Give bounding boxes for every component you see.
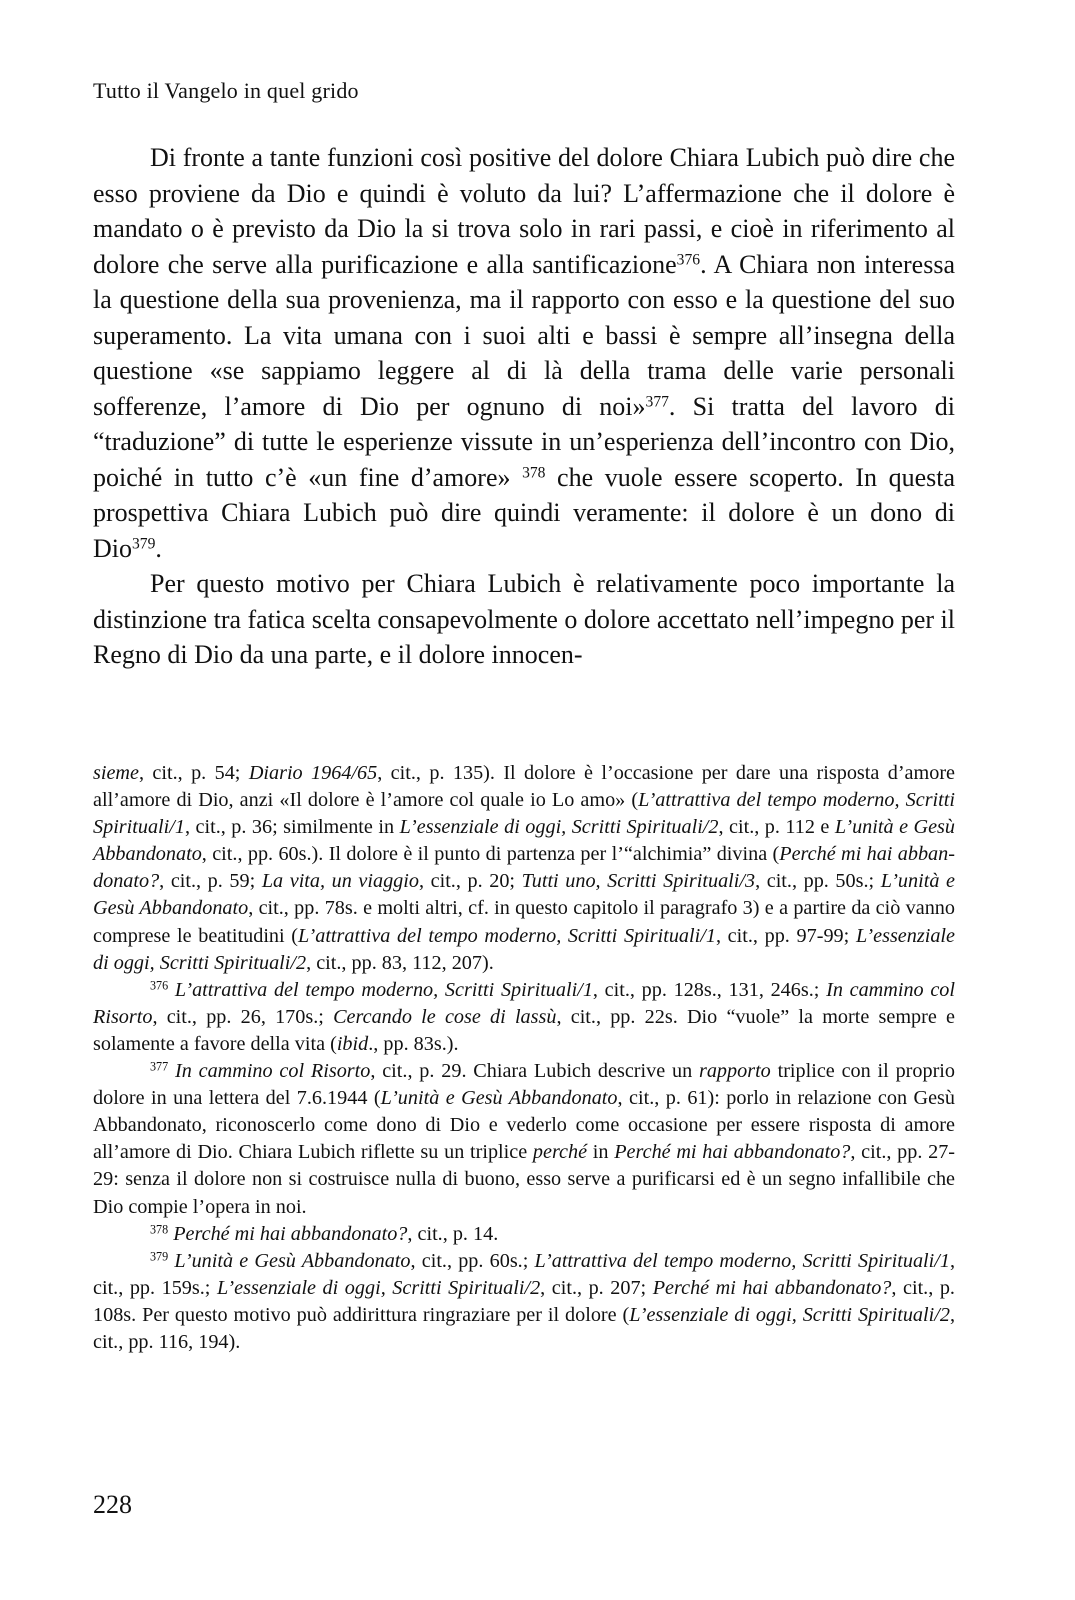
- note-reference: 377: [150, 1059, 169, 1074]
- italic-run: L’essenziale di oggi, Scritti Spirituali/2: [216, 1276, 541, 1299]
- footnote-379: [93, 1248, 955, 1356]
- italic-run: L’attrattiva del tempo moderno, Scritti Spirituali/1: [298, 924, 716, 947]
- text-run: [168, 979, 175, 1001]
- text-run: che vuole essere scoperto. In questa prospettiva Chiara Lubich può dire quindi veramente: il dolore è un dono di Dio: [93, 462, 955, 563]
- italic-run: L’essenziale di oggi, Scritti Spirituali/2: [93, 924, 955, 974]
- main-text: [93, 140, 955, 673]
- italic-run: Diario 1964/65: [248, 762, 378, 784]
- text-run: triplice con il proprio dolore in una lettera del 7.6.1944 (: [93, 1060, 955, 1110]
- page-number: 228: [93, 1490, 132, 1519]
- italic-run: L’attrattiva del tempo moderno, Scritti Spirituali/1: [93, 789, 955, 839]
- italic-run: Perché mi hai abbandonato?: [173, 1222, 408, 1245]
- text-run: , cit., p. 14.: [407, 1222, 499, 1245]
- text-run: , cit., pp. 22s. Dio “vuole” la morte sempre e solamente a favore della vita (: [93, 1005, 955, 1055]
- italic-run: Perché mi hai abbandonato?: [93, 843, 955, 893]
- note-reference: 377: [645, 392, 669, 410]
- text-run: Di fronte a tante funzioni così positive del dolore Chiara Lubich può dire che esso proviene da Dio e quindi è voluto da lui? L’affermazione che il dolore è mandato o è previsto da Dio la si trova solo in rari passi, e cioè in riferimento al dolore che serve alla purificazione e alla santificazione: [93, 143, 955, 279]
- text-run: , cit., pp. 60s.;: [410, 1249, 535, 1272]
- italic-run: rapporto: [698, 1060, 771, 1083]
- paragraph: [93, 140, 955, 566]
- note-reference: 376: [150, 978, 169, 993]
- text-run: , cit., pp. 50s.;: [755, 870, 881, 893]
- italic-run: L’unità e Gesù Abbandonato: [380, 1087, 618, 1110]
- italic-run: L’essenziale di oggi, Scritti Spirituali/2: [399, 816, 719, 839]
- text-run: . A Chiara non interessa la questione della sua provenienza, ma il rapporto con esso e la questione del suo superamento. La vita umana con i suoi alti e bassi è sempre all’insegna della questione «se sappiamo leggere al di là della trama delle varie personali sofferenze, l’amore di Dio per ognuno di noi»: [93, 249, 955, 421]
- text-run: , cit., pp. 97-99;: [715, 924, 856, 947]
- text-run: in: [587, 1141, 615, 1164]
- text-run: Per questo motivo per Chiara Lubich è relativamente poco importante la distinzione tra fatica scelta consapevolmente o dolore accettato nell’impegno per il Regno di Dio da una parte, e il dolore innocen-: [93, 569, 955, 669]
- text-run: , cit., p. 108s. Per questo motivo può addirittura ringraziare per il dolore (: [93, 1276, 955, 1326]
- italic-run: L’attrattiva del tempo moderno, Scritti Spirituali/1: [534, 1249, 950, 1272]
- footnote-378: [93, 1221, 955, 1248]
- text-run: , cit., p. 59;: [159, 870, 262, 893]
- italic-run: sieme: [93, 762, 139, 784]
- note-reference: 378: [522, 463, 546, 481]
- paragraph: [93, 566, 955, 673]
- italic-run: Perché mi hai abbandonato?: [614, 1141, 851, 1164]
- footnote-376: [93, 977, 955, 1058]
- text-run: , cit., p. 112 e: [718, 816, 835, 839]
- italic-run: L’attrattiva del tempo moderno, Scritti Spirituali/1: [174, 978, 593, 1001]
- italic-run: In cammino col Risorto: [93, 978, 956, 1028]
- text-run: ., pp. 83s.).: [368, 1032, 459, 1055]
- italic-run: ibid: [336, 1032, 369, 1055]
- footnote-377: [93, 1058, 955, 1221]
- note-reference: 376: [676, 250, 701, 268]
- italic-run: L’essenziale di oggi, Scritti Spirituali/2: [629, 1303, 950, 1326]
- text-run: .: [155, 533, 162, 563]
- text-run: , cit., p. 54;: [138, 762, 249, 784]
- text-run: , cit., pp. 116, 194).: [93, 1303, 955, 1353]
- text-run: . Si tratta del lavoro di “traduzione” di tutte le esperienze vissute in un’esperienza dell’incontro con Dio, poiché in tutto c’è «un fine d’amore»: [93, 391, 955, 492]
- text-run: , cit., pp. 128s., 131, 246s.;: [592, 978, 827, 1001]
- italic-run: perché: [532, 1141, 588, 1164]
- italic-run: Tutti uno, Scritti Spirituali/3: [521, 870, 756, 893]
- italic-run: In cammino col Risorto: [174, 1060, 371, 1083]
- text-run: , cit., p. 61): porlo in relazione con Gesù Abbandonato, riconoscerlo come dono di Dio e vederlo come occasione per essere risposta di amore all’amore di Dio. Chiara Lubich riflette su un triplice: [93, 1087, 955, 1164]
- italic-run: Cercando le cose di lassù: [333, 1005, 557, 1028]
- note-reference: 379: [150, 1249, 169, 1264]
- text-run: , cit., p. 20;: [418, 870, 522, 893]
- italic-run: La vita, un viaggio: [261, 870, 419, 893]
- italic-run: L’unità e Gesù Abbandonato: [174, 1249, 411, 1272]
- text-run: , cit., pp. 83, 112, 207).: [306, 951, 494, 974]
- text-run: , cit., pp. 26, 170s.;: [152, 1005, 334, 1028]
- text-run: , cit., pp. 60s.). Il dolore è il punto di partenza per l’“alchimia” divina (: [201, 843, 780, 866]
- italic-run: L’unità e Gesù Abbandonato: [93, 816, 956, 866]
- running-head: Tutto il Vangelo in quel grido: [93, 78, 359, 103]
- note-reference: 378: [150, 1221, 169, 1236]
- text-run: , cit., p. 29. Chiara Lubich descrive un: [370, 1060, 699, 1083]
- text-run: , cit., p. 36; similmente in: [184, 816, 400, 839]
- text-run: , cit., pp. 78s. e molti altri, cf. in questo capitolo il paragrafo 3) e a partire da ciò vanno comprese le beatitudini (: [93, 897, 955, 947]
- note-reference: 379: [132, 534, 156, 552]
- text-run: , cit., p. 207;: [540, 1276, 653, 1299]
- text-run: , cit., pp. 27-29: senza il dolore non si costruisce nulla di buono, esso serve a purificarsi ed è un segno infallibile che Dio compie l’opera in noi.: [93, 1141, 956, 1218]
- text-run: [168, 1060, 175, 1082]
- footnotes: [93, 760, 955, 1356]
- text-run: , cit., p. 135). Il dolore è l’occasione per dare una risposta d’amore all’amore di Dio, anzi «Il dolore è l’amore col quale io Lo amo» (: [93, 762, 955, 812]
- italic-run: L’unità e Gesù Abbandonato: [93, 870, 955, 920]
- footnote-continued: [93, 760, 955, 977]
- italic-run: Perché mi hai abbandonato?: [652, 1276, 892, 1299]
- text-run: , cit., pp. 159s.;: [93, 1249, 956, 1299]
